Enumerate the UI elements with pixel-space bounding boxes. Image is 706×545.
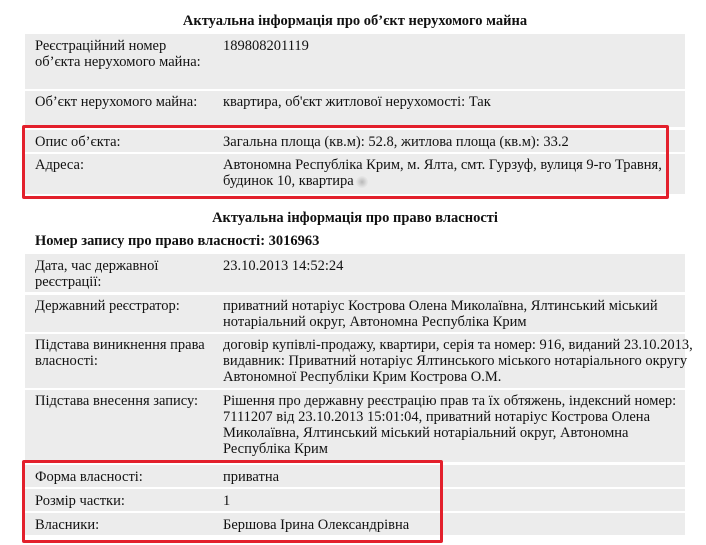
object-section-title: Актуальна інформація про об’єкт нерухомого майна xyxy=(182,13,528,29)
row-value: квартира, об'єкт житлової нерухомості: Так xyxy=(223,94,491,110)
row-label: Державний реєстратор: xyxy=(35,298,180,314)
row-object-type xyxy=(25,94,685,126)
row-value: 1 xyxy=(223,493,231,509)
row-value: приватний нотаріус Кострова Олена Миколаївна, Ялтинський міський нотаріальний округ, Автономна Республіка Крим xyxy=(223,298,658,330)
row-label: Адреса: xyxy=(35,157,84,173)
highlight-box-object xyxy=(22,125,669,199)
row-label: Форма власності: xyxy=(35,469,143,485)
row-label: Підстава внесення запису: xyxy=(35,393,199,409)
row-value: Рішення про державну реєстрацію прав та їх обтяжень, індексний номер: 7111207 від 23.10.2013 15:01:04, приватний нотаріус Кострова Олена Миколаївна, Ялтинський міський нотаріальний округ, Автономна Республіка Крим xyxy=(223,393,677,457)
row-label: Підстава виникнення права власності: xyxy=(35,337,205,369)
row-label: Реєстраційний номер об’єкта нерухомого майна: xyxy=(35,38,201,70)
ownership-section-title: Актуальна інформація про право власності xyxy=(212,210,498,226)
row-label: Об’єкт нерухомого майна: xyxy=(35,94,198,110)
row-entry-basis xyxy=(25,393,685,459)
highlight-box-ownership xyxy=(22,460,443,543)
row-value: договір купівлі-продажу, квартири, серія та номер: 916, виданий 23.10.2013, видавник: Приватний нотаріус Ялтинського міського нотаріального округу Автономної Республіки Крим Кострова О.М. xyxy=(223,337,693,385)
row-label: Опис об’єкта: xyxy=(35,134,121,150)
row-label: Дата, час державної реєстрації: xyxy=(35,258,159,290)
row-registrar xyxy=(25,298,685,330)
row-value: 23.10.2013 14:52:24 xyxy=(223,258,344,274)
row-ownership-basis xyxy=(25,337,693,387)
row-value: 189808201119 xyxy=(223,38,309,54)
row-value: Загальна площа (кв.м): 52.8, житлова площа (кв.м): 33.2 xyxy=(223,134,569,150)
row-value: приватна xyxy=(223,469,280,485)
row-label: Власники: xyxy=(35,517,100,533)
address-text: Автономна Республіка Крим, м. Ялта, смт. Гурзуф, вулиця 9-го Травня, будинок 10, квартира xyxy=(223,157,662,189)
row-registration-number xyxy=(25,38,685,88)
row-label: Розмір частки: xyxy=(35,493,125,509)
record-number: Номер запису про право власності: 3016963 xyxy=(35,233,320,249)
row-registration-date xyxy=(25,258,685,290)
row-value: Бершова Ірина Олександрівна xyxy=(223,517,410,533)
